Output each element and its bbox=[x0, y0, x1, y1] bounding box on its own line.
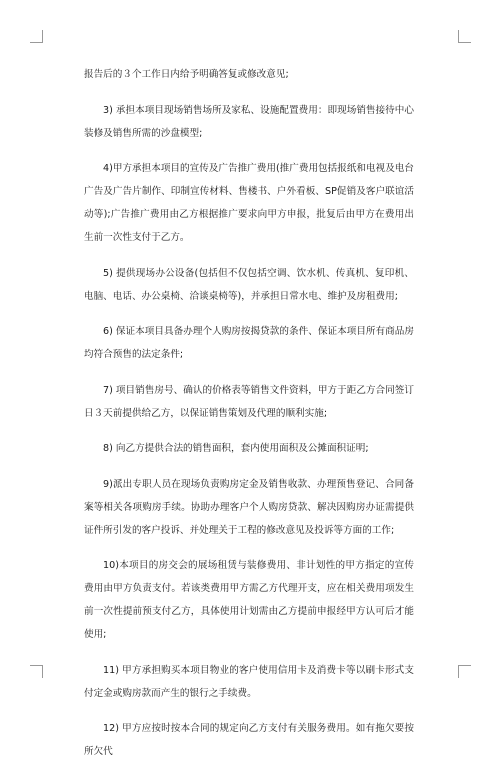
paragraph: 9)派出专职人员在现场负责购房定金及销售收款、办理预售登记、合同备案等相关各项购房手续。协助办理客户个人购房贷款、解决因购房办证需提供证件所引发的客户投诉、并处理关于工程的修改意见及投诉等方面的工作; bbox=[84, 478, 414, 536]
paragraph: 7) 项目销售房号、确认的价格表等销售文件资料，甲方于距乙方合同签订日３天前提供给乙方，以保证销售策划及代理的顺利实施; bbox=[84, 384, 414, 419]
paragraph: 报告后的３个工作日内给予明确答复或修改意见; bbox=[84, 69, 289, 80]
paragraph: 4)甲方承担本项目的宣传及广告推广费用(推广费用包括报纸和电视及电台广告及广告片制作、印制宣传材料、售楼书、户外看板、SP促销及客户联谊活动等);广告推广费用由乙方根据推广要求向甲方申报，批复后由甲方在费用出生前一次性支付于乙方。 bbox=[84, 163, 414, 243]
document-body bbox=[84, 63, 414, 776]
crop-mark-bottom-right bbox=[458, 665, 471, 678]
crop-mark-top-right bbox=[458, 30, 471, 43]
paragraph: 3) 承担本项目现场销售场所及家私、设施配置费用：即现场销售接待中心装修及销售所需的沙盘模型; bbox=[84, 104, 414, 139]
crop-mark-top-left bbox=[30, 30, 43, 43]
paragraph: 5) 提供现场办公设备(包括但不仅包括空调、饮水机、传真机、复印机、电脑、电话、办公桌椅、洽谈桌椅等)，并承担日常水电、维护及房租费用; bbox=[84, 267, 414, 302]
paragraph: 11) 甲方承担购买本项目物业的客户使用信用卡及消费卡等以刷卡形式支付定金或购房款而产生的银行之手续费。 bbox=[84, 664, 414, 699]
paragraph: 10)本项目的房交会的展场租赁与装修费用、非计划性的甲方指定的宣传费用由甲方负责支付。若该类费用甲方需乙方代理开支，应在相关费用项发生前一次性提前预支付乙方，具体使用计划需由乙方提前申报经甲方认可后才能使用; bbox=[84, 560, 414, 640]
crop-mark-bottom-left bbox=[30, 665, 43, 678]
paragraph: 6) 保证本项目具备办理个人购房按揭贷款的条件、保证本项目所有商品房均符合预售的法定条件; bbox=[84, 326, 414, 360]
paragraph: 8) 向乙方提供合法的销售面积，套内使用面积及公摊面积证明; bbox=[103, 443, 369, 454]
paragraph: 12) 甲方应按时按本合同的规定向乙方支付有关服务费用。如有拖欠要按所欠代 bbox=[84, 723, 414, 757]
